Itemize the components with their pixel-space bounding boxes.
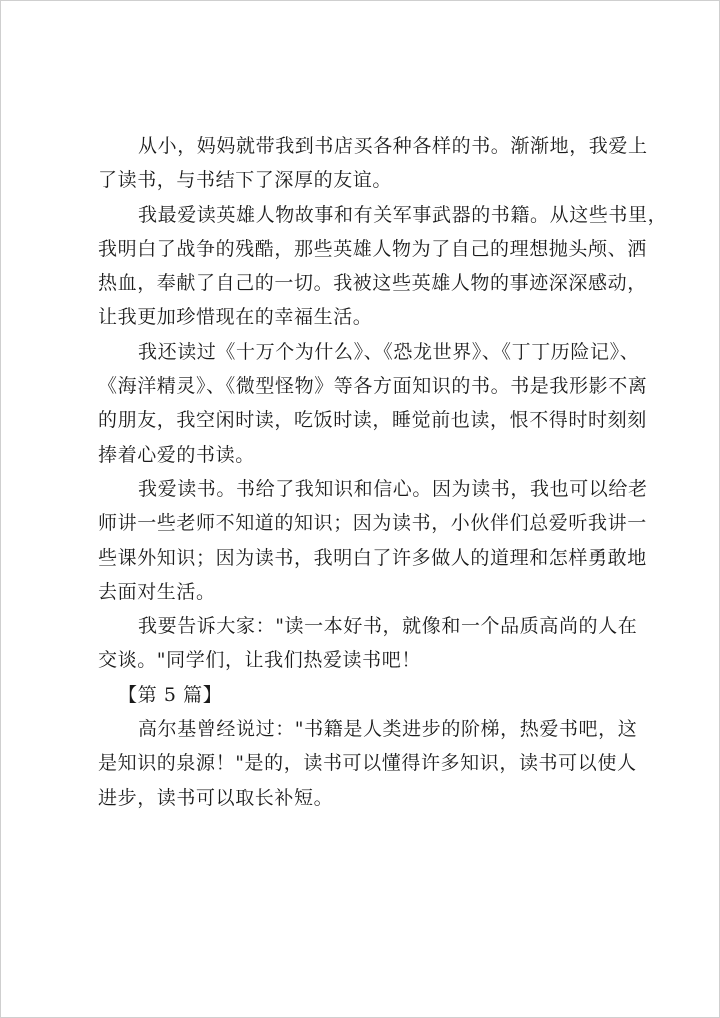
text-line: 交谈。"同学们，让我们热爱读书吧！ [98,649,421,672]
text-line: 我最爱读英雄人物故事和有关军事武器的书籍。从这些书里， [138,203,668,226]
text-line: 捧着心爱的书读。 [98,443,255,466]
text-line: 是知识的泉源！"是的，读书可以懂得许多知识，读书可以使人 [98,752,637,775]
document-body [98,129,668,815]
text-line: 《海洋精灵》、《微型怪物》等各方面知识的书。书是我形影不离 [98,375,648,398]
text-line: 热血，奉献了自己的一切。我被这些英雄人物的事迹深深感动， [98,272,647,295]
text-line: 我要告诉大家："读一本好书，就像和一个品质高尚的人在 [138,615,638,638]
text-line: 进步，读书可以取长补短。 [98,786,334,809]
text-line: 的朋友，我空闲时读，吃饭时读，睡觉前也读，恨不得时时刻刻 [98,409,647,432]
section-heading: 【第 5 篇】 [118,683,223,706]
text-line: 去面对生活。 [98,580,216,603]
text-line: 高尔基曾经说过："书籍是人类进步的阶梯，热爱书吧，这 [138,718,638,741]
text-line: 我还读过《十万个为什么》、《恐龙世界》、《丁丁历险记》、 [138,340,640,363]
text-line: 让我更加珍惜现在的幸福生活。 [98,306,373,329]
text-line: 我明白了战争的残酷，那些英雄人物为了自己的理想抛头颅、洒 [98,237,647,260]
text-line: 从小，妈妈就带我到书店买各种各样的书。渐渐地，我爱上 [138,135,648,157]
text-line: 了读书，与书结下了深厚的友谊。 [98,169,393,192]
text-line: 师讲一些老师不知道的知识；因为读书，小伙伴们总爱听我讲一 [98,512,647,535]
text-line: 些课外知识；因为读书，我明白了许多做人的道理和怎样勇敢地 [98,546,647,569]
text-line: 我爱读书。书给了我知识和信心。因为读书，我也可以给老 [138,477,648,500]
